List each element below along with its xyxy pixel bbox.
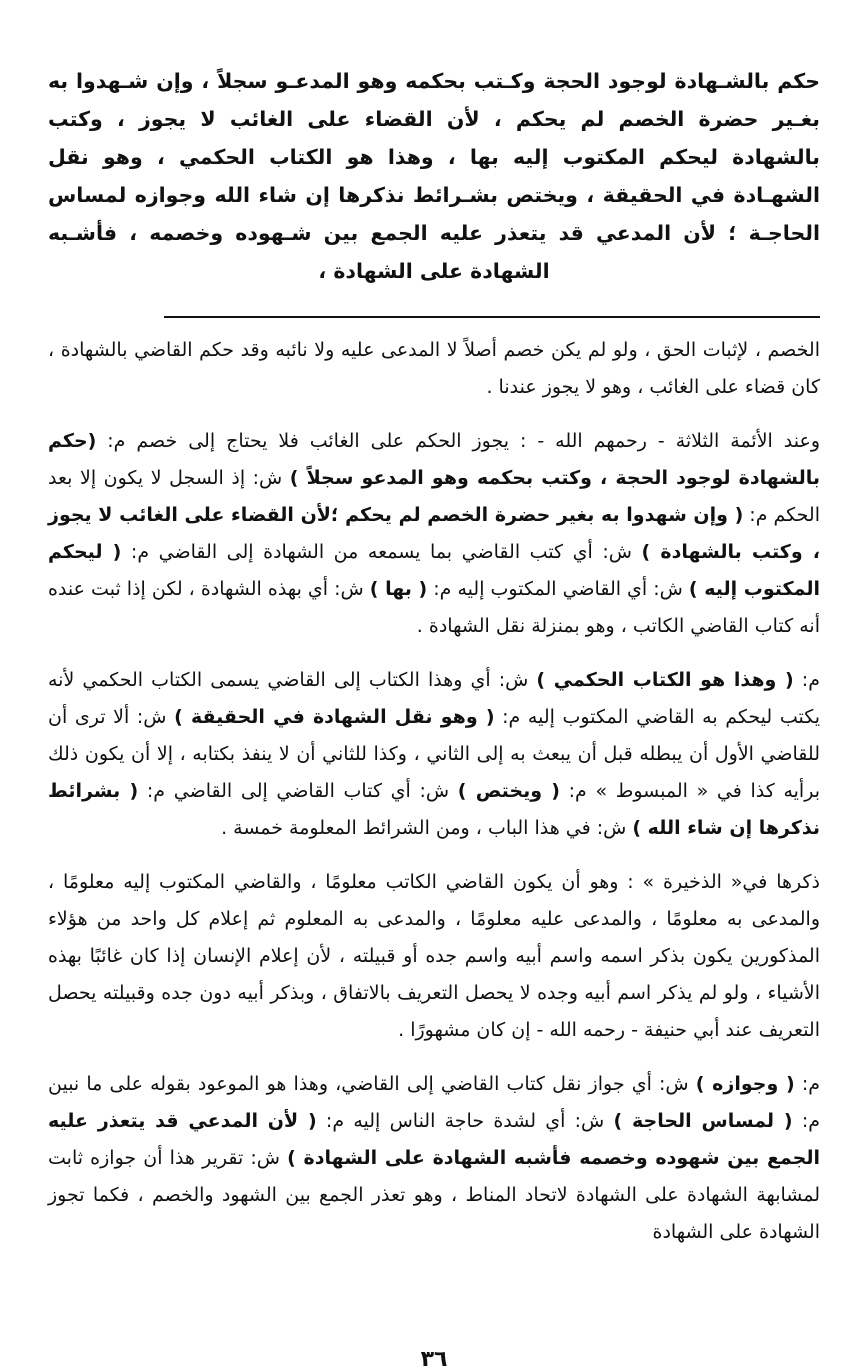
document-page	[48, 62, 820, 1352]
commentary-paragraph	[48, 1066, 820, 1251]
quoted-matn: ( لمساس الحاجة )	[613, 1110, 793, 1132]
commentary-text: م:	[794, 1073, 820, 1095]
quoted-matn: ( وهذا هو الكتاب الحكمي )	[536, 669, 794, 691]
commentary-text: ش: إذ السجل لا يكون إلا بعد الحكم م:	[48, 467, 820, 526]
quoted-matn: ( بها )	[369, 578, 428, 600]
commentary-paragraph	[48, 662, 820, 847]
commentary-text: وعند الأئمة الثلاثة - رحمهم الله - : يجوز الحكم على الغائب فلا يحتاج إلى خصم م:	[96, 430, 820, 452]
commentary-text: ذكرها في« الذخيرة » : وهو أن يكون القاضي الكاتب معلومًا ، والقاضي المكتوب إليه معلومًا ، والمدعى به معلومًا ، والمدعى عليه معلومًا ، والمدعى به المعلوم ثم إعلام كل واحد من هؤلاء المذكورين يكون بذكر اسمه واسم أبيه واسم جده أو قبيلته ، لأن إعلام الإنسان إذا كان غائبًا بهذه الأشياء ، ولو لم يذكر اسم أبيه وجده لا يحصل التعريف بالاتفاق ، وبذكر أبيه دون جده وقبيلته يحصل التعريف عند أبي حنيفة - رحمه الله - إن كان مشهورًا .	[48, 871, 820, 1041]
quoted-matn: ( وهو نقل الشهادة في الحقيقة )	[174, 706, 495, 728]
commentary-paragraph	[48, 864, 820, 1049]
commentary-text: ش: أي بهذه الشهادة ، لكن إذا ثبت عنده أنه كتاب القاضي الكاتب ، وهو بمنزلة نقل الشهادة .	[48, 578, 820, 637]
commentary-text: ش: أي جواز نقل كتاب القاضي إلى القاضي، وهذا هو الموعود بقوله على ما نبين م:	[48, 1073, 820, 1132]
commentary-text: ش: تقرير هذا أن جوازه ثابت لمشابهة الشهادة على الشهادة لاتحاد المناط ، وهو تعذر الجمع بين الشهود والخصم ، فكما تجوز الشهادة على الشهادة	[48, 1147, 820, 1243]
quoted-matn: (حكم بالشهادة لوجود الحجة ، وكتب بحكمه وهو المدعو سجلاً )	[48, 430, 820, 489]
quoted-matn: ( ليحكم المكتوب إليه )	[48, 541, 820, 600]
page-number: ٣٦	[420, 1347, 448, 1372]
quoted-matn: ( وجوازه )	[695, 1073, 795, 1095]
matn-text: حكم بالشـهادة لوجود الحجة وكـتب بحكمه وهو المدعـو سجلاً ، وإن شـهدوا به بغـير حضرة الخصم لم يحكم ، لأن القضاء على الغائب لا يجوز ، وكتب بالشهادة ليحكم المكتوب إليه بها ، وهذا هو الكتاب الحكمي ، وهو نقل الشهـادة في الحقيقة ، ويختص بشـرائط نذكرها إن شاء الله وجوازه لمساس الحاجـة ؛ لأن المدعي قد يتعذر عليه الجمع بين شـهوده وخصمه ، فأشـبه الشهادة على الشهادة ،	[48, 69, 820, 283]
quoted-matn: ( بشرائط نذكرها إن شاء الله )	[48, 780, 820, 839]
separator-rule	[164, 316, 820, 318]
commentary-text: ش: أي القاضي المكتوب إليه م:	[427, 578, 689, 600]
commentary-text: ش: أي كتب القاضي بما يسمعه من الشهادة إلى القاضي م:	[121, 541, 642, 563]
commentary	[48, 332, 820, 1251]
commentary-text: ش: ألا ترى أن للقاضي الأول أن يبطله قبل أن يبعث به إلى الثاني ، وكذا للثاني أن لا ينفذ بكتابه ، إلا أن يكون ذلك برأيه كذا في « المبسوط » م:	[48, 706, 820, 802]
quoted-matn: ( ويختص )	[457, 780, 560, 802]
commentary-text: ش: أي لشدة حاجة الناس إليه م:	[316, 1110, 614, 1132]
commentary-text: الخصم ، لإثبات الحق ، ولو لم يكن خصم أصلاً لا المدعى عليه ولا نائبه وقد حكم القاضي بالشهادة ، كان قضاء على الغائب ، وهو لا يجوز عندنا .	[48, 339, 820, 398]
commentary-text: ش: في هذا الباب ، ومن الشرائط المعلومة خمسة .	[221, 817, 633, 839]
commentary-paragraph	[48, 423, 820, 645]
quoted-matn: ( لأن المدعي قد يتعذر عليه الجمع بين شهوده وخصمه فأشبه الشهادة على الشهادة )	[48, 1110, 820, 1169]
commentary-text: ش: أي كتاب القاضي إلى القاضي م:	[138, 780, 458, 802]
quoted-matn: ( وإن شهدوا به بغير حضرة الخصم لم يحكم ؛لأن القضاء على الغائب لا يجوز ، وكتب بالشهادة )	[48, 504, 820, 563]
commentary-text: م:	[793, 669, 820, 691]
commentary-paragraph	[48, 332, 820, 406]
commentary-text: ش: أي وهذا الكتاب إلى القاضي يسمى الكتاب الحكمي لأنه يكتب ليحكم به القاضي المكتوب إليه م:	[48, 669, 820, 728]
